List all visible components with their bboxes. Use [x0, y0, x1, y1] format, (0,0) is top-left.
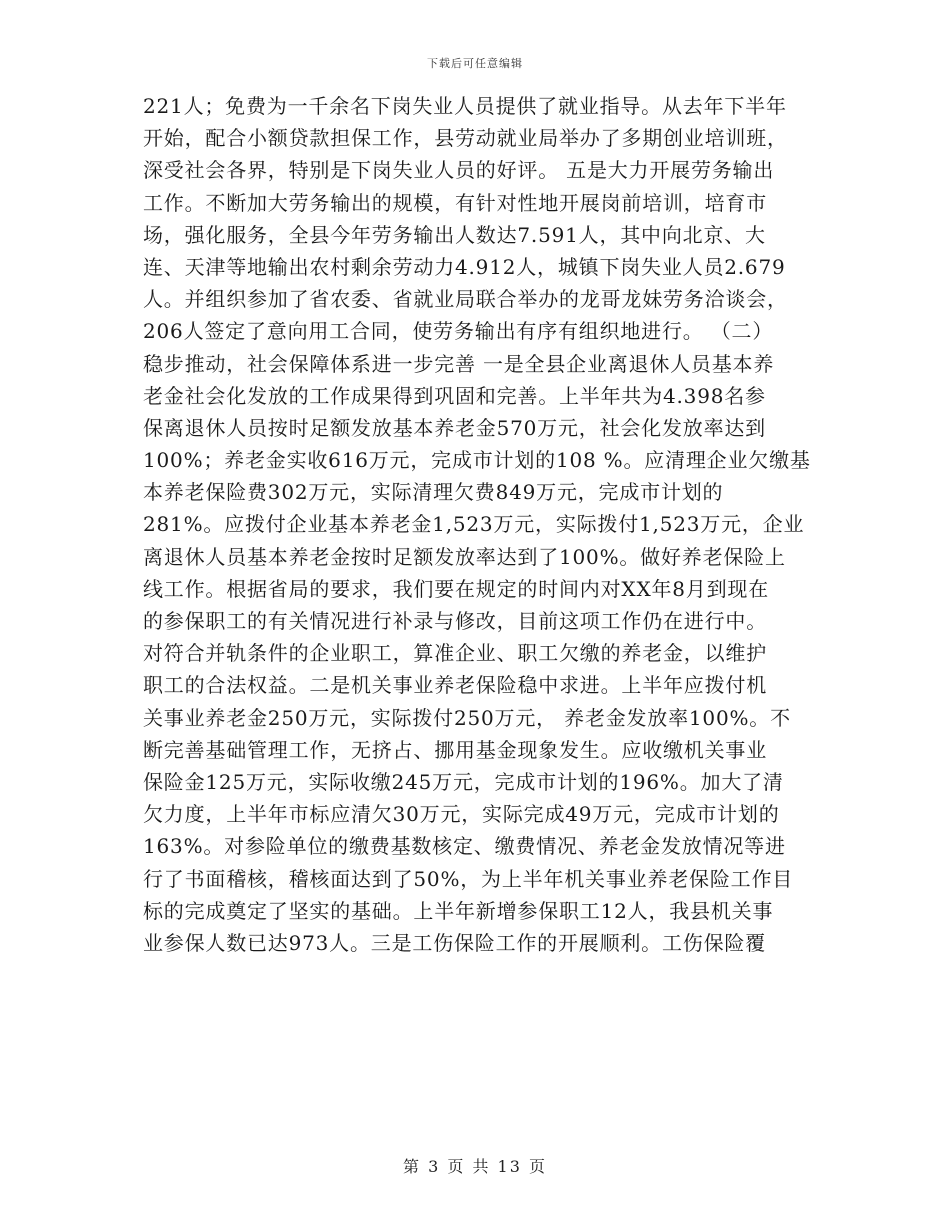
body-line: 断完善基础管理工作，无挤占、挪用基金现象发生。应收缴机关事业 [143, 737, 767, 762]
body-line: 保离退休人员按时足额发放基本养老金570万元，社会化发放率达到 [143, 415, 766, 440]
body-line: 221人；免费为一千余名下岗失业人员提供了就业指导。从去年下半年 [143, 94, 787, 118]
body-line: 老金社会化发放的工作成果得到巩固和完善。上半年共为4.398名参 [143, 383, 766, 408]
body-line: 业参保人数已达973人。三是工伤保险工作的开展顺利。工伤保险覆 [143, 930, 766, 955]
document-body [143, 90, 811, 959]
body-line: 人。并组织参加了省农委、省就业局联合举办的龙哥龙妹劳务洽谈会， [143, 287, 788, 312]
page-header: 下载后可任意编辑 [427, 57, 523, 70]
page-footer: 第 3 页 共 13 页 [403, 1157, 547, 1176]
body-line: 稳步推动，社会保障体系进一步完善 一是全县企业离退休人员基本养 [143, 351, 775, 376]
body-line: 连、天津等地输出农村剩余劳动力4.912人，城镇下岗失业人员2.679 [143, 254, 786, 279]
body-line: 206人签定了意向用工合同，使劳务输出有序有组织地进行。 （二） [143, 319, 774, 344]
body-line: 行了书面稽核，稽核面达到了50%，为上半年机关事业养老保险工作目 [143, 866, 794, 891]
body-line: 离退休人员基本养老金按时足额发放率达到了100%。做好养老保险上 [143, 544, 786, 569]
body-line: 标的完成奠定了坚实的基础。上半年新增参保职工12人，我县机关事 [143, 898, 774, 923]
body-line: 100%；养老金实收616万元，完成市计划的108 %。应清理企业欠缴基 [143, 448, 811, 473]
body-line: 职工的合法权益。二是机关事业养老保险稳中求进。上半年应拨付机 [143, 673, 767, 698]
body-line: 场，强化服务，全县今年劳务输出人数达7.591人，其中向北京、大 [143, 222, 766, 247]
body-line: 163%。对参险单位的缴费基数核定、缴费情况、养老金发放情况等进 [143, 834, 786, 859]
body-line: 深受社会各界，特别是下岗失业人员的好评。 五是大力开展劳务输出 [143, 158, 775, 183]
body-line: 保险金125万元，实际收缴245万元，完成市计划的196%。加大了清 [143, 769, 784, 794]
body-line: 工作。不断加大劳务输出的规模，有针对性地开展岗前培训，培育市 [143, 190, 767, 215]
body-line: 线工作。根据省局的要求，我们要在规定的时间内对XX年8月到现在 [143, 576, 770, 601]
body-line: 的参保职工的有关情况进行补录与修改，目前这项工作仍在进行中。 [143, 609, 767, 633]
body-line: 开始，配合小额贷款担保工作，县劳动就业局举办了多期创业培训班， [143, 126, 788, 151]
body-line: 281%。应拨付企业基本养老金1,523万元，实际拨付1,523万元，企业 [143, 512, 805, 537]
body-line: 关事业养老金250万元，实际拨付250万元， 养老金发放率100%。不 [143, 705, 791, 730]
body-line: 本养老保险费302万元，实际清理欠费849万元，完成市计划的 [143, 480, 724, 505]
body-line: 欠力度，上半年市标应清欠30万元，实际完成49万元，完成市计划的 [143, 802, 780, 827]
body-line: 对符合并轨条件的企业职工，算准企业、职工欠缴的养老金，以维护 [143, 641, 767, 666]
